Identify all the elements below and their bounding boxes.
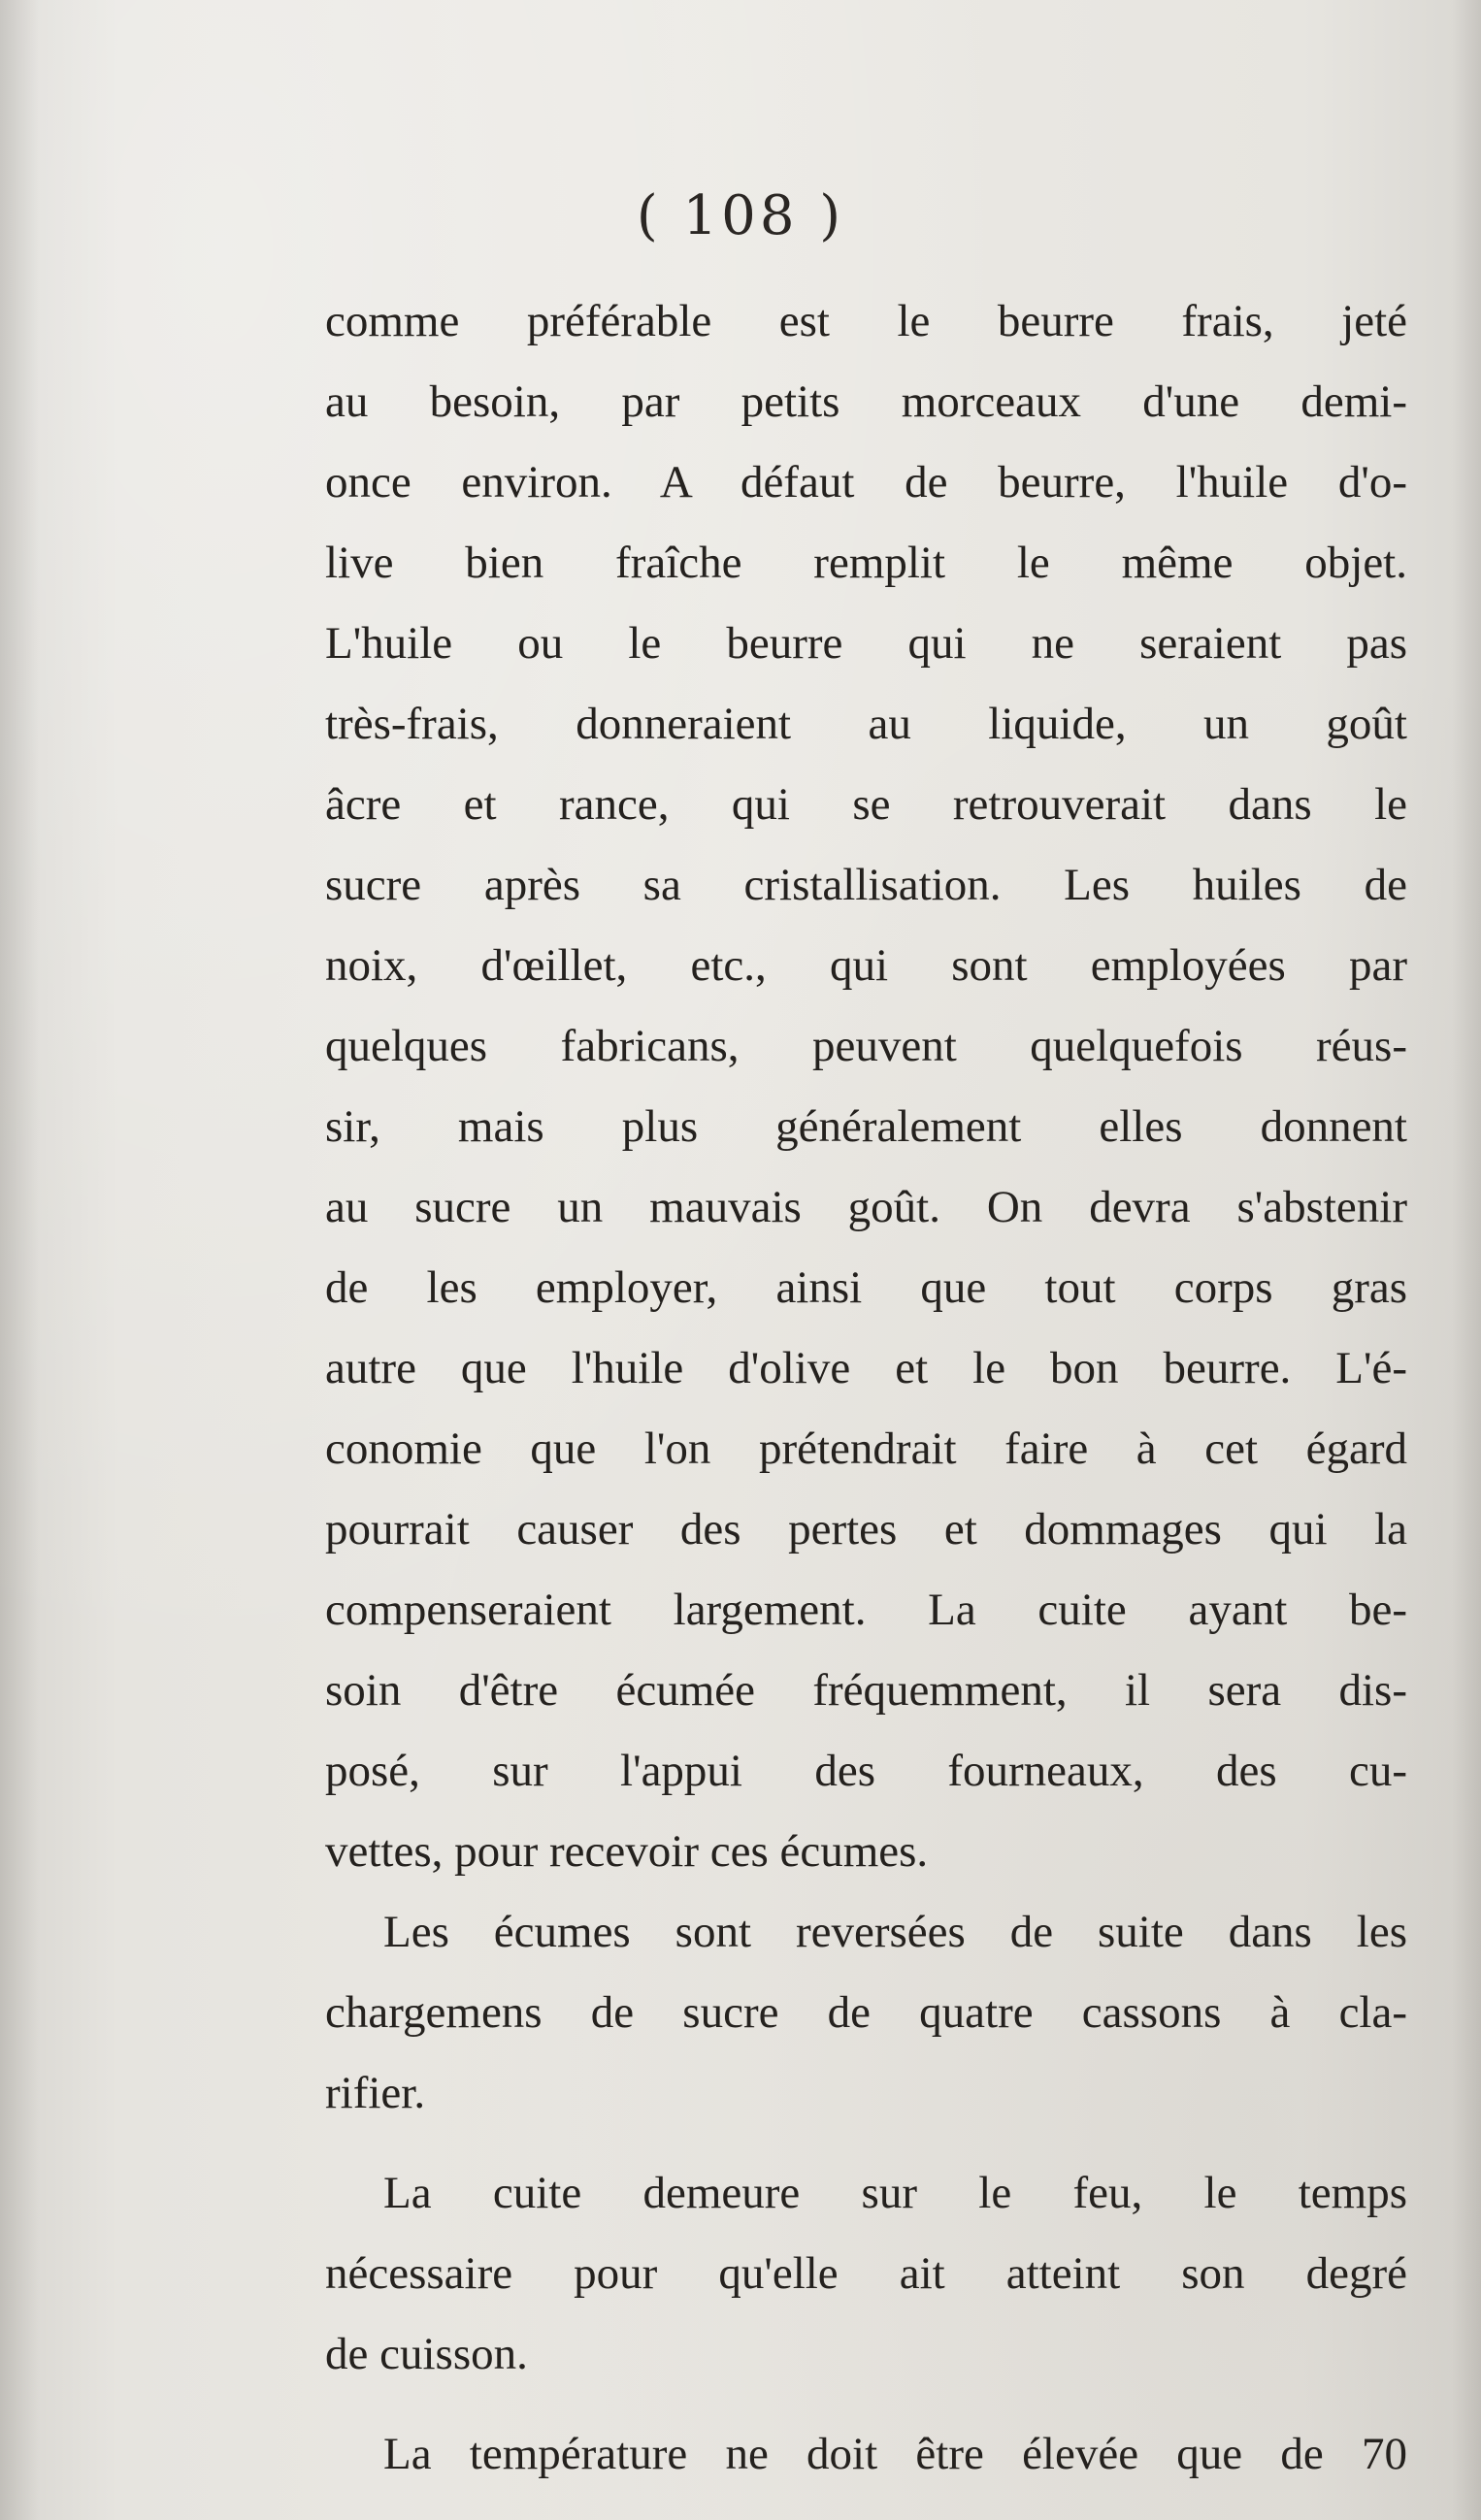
text-line: nécessaire pour qu'elle ait atteint son degré bbox=[325, 2248, 1407, 2299]
text-line: comme préférable est le beurre frais, jeté bbox=[325, 296, 1407, 346]
text-line: conomie que l'on prétendrait faire à cet égard bbox=[325, 1424, 1407, 1474]
text-line: pourrait causer des pertes et dommages qui la bbox=[325, 1504, 1407, 1555]
text-line: de cuisson. bbox=[325, 2329, 528, 2379]
page-left-edge-shadow bbox=[0, 0, 39, 2520]
text-line: au sucre un mauvais goût. On devra s'abstenir bbox=[325, 1182, 1407, 1232]
paragraph-gap bbox=[325, 2134, 1407, 2153]
text-line: noix, d'œillet, etc., qui sont employées par bbox=[325, 940, 1407, 991]
text-line: autre que l'huile d'olive et le bon beurre. L'é- bbox=[325, 1343, 1407, 1393]
text-line: de les employer, ainsi que tout corps gras bbox=[325, 1262, 1407, 1313]
text-line: quelques fabricans, peuvent quelquefois réus- bbox=[325, 1021, 1407, 1071]
text-line: L'huile ou le beurre qui ne seraient pas bbox=[325, 618, 1407, 669]
text-line: posé, sur l'appui des fourneaux, des cu- bbox=[325, 1746, 1407, 1796]
page-right-edge-shadow bbox=[1452, 0, 1481, 2520]
text-line: sucre après sa cristallisation. Les huiles de bbox=[325, 860, 1407, 910]
paragraph-gap bbox=[325, 2395, 1407, 2414]
text-line: soin d'être écumée fréquemment, il sera dis- bbox=[325, 1665, 1407, 1716]
text-line: très-frais, donneraient au liquide, un goût bbox=[325, 699, 1407, 749]
text-line: au besoin, par petits morceaux d'une demi- bbox=[325, 376, 1407, 427]
text-line: âcre et rance, qui se retrouverait dans le bbox=[325, 779, 1407, 830]
text-line: sir, mais plus généralement elles donnent bbox=[325, 1101, 1407, 1152]
text-line: chargemens de sucre de quatre cassons à cla- bbox=[325, 1987, 1407, 2038]
body-text bbox=[325, 281, 1407, 2495]
text-line: vettes, pour recevoir ces écumes. bbox=[325, 1826, 929, 1877]
text-line: La cuite demeure sur le feu, le temps bbox=[383, 2168, 1407, 2218]
text-line: rifier. bbox=[325, 2068, 426, 2118]
text-line: compenseraient largement. La cuite ayant be- bbox=[325, 1585, 1407, 1635]
text-line: once environ. A défaut de beurre, l'huile d'o- bbox=[325, 457, 1407, 507]
text-line: La température ne doit être élevée que de 70 bbox=[383, 2429, 1407, 2479]
text-line: Les écumes sont reversées de suite dans les bbox=[383, 1907, 1407, 1957]
text-line: live bien fraîche remplit le même objet. bbox=[325, 538, 1407, 588]
page-number: ( 108 ) bbox=[636, 184, 845, 247]
